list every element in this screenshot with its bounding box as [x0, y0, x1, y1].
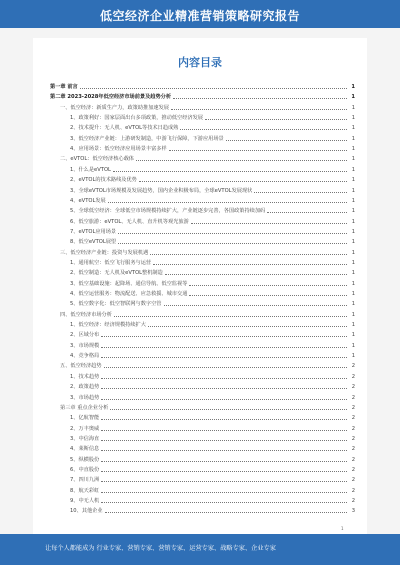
toc-entry[interactable] [50, 207, 355, 216]
toc-entry-page: 1 [351, 197, 355, 204]
toc-entry-label: 5、全球低空经济：全球低空市场规模持续扩大，产业链逐步完善，各国政策持续加码 [70, 208, 266, 215]
toc-entry[interactable] [50, 83, 355, 92]
toc-entry[interactable] [50, 466, 355, 475]
toc-entry-page: 1 [351, 166, 355, 173]
toc-entry-page: 2 [351, 425, 355, 432]
toc-entry[interactable] [50, 249, 355, 258]
toc-entry[interactable] [50, 435, 355, 444]
toc-leader-dots [101, 388, 347, 389]
footer-slogan: 让每个人都能成为 行业专家、营销专家、营销专家、运营专家、战略专家、企业专家 [45, 545, 276, 552]
toc-entry[interactable] [50, 269, 355, 278]
toc-entry-label: 2、区域分布 [70, 332, 100, 339]
toc-entry-label: 3、低空经济产业链：上游研发制造，中游飞行保障，下游应用场景 [70, 135, 224, 142]
toc-leader-dots [153, 264, 347, 265]
toc-leader-dots [205, 119, 347, 120]
toc-entry-label: 7、eVTOL应用场景 [70, 228, 117, 235]
toc-entry-page: 1 [351, 332, 355, 339]
toc-entry-page: 1 [351, 311, 355, 318]
toc-leader-dots [101, 430, 347, 431]
toc-entry-page: 1 [351, 115, 355, 122]
toc-entry-label: 6、低空旅游：eVTOL、无人机、直升机等观光旅游 [70, 218, 189, 225]
toc-entry[interactable] [50, 507, 355, 516]
toc-entry-page: 1 [351, 291, 355, 297]
toc-entry[interactable] [50, 104, 355, 113]
toc-entry-label: 5、低空数字化：低空智联网与数字空管 [70, 301, 162, 308]
toc-entry-page: 1 [351, 342, 355, 349]
toc-leader-dots [101, 440, 347, 441]
toc-leader-dots [101, 419, 347, 420]
toc-entry-label: 1、技术趋势 [70, 373, 100, 380]
toc-entry[interactable] [50, 93, 355, 102]
toc-entry[interactable] [50, 373, 355, 382]
toc-leader-dots [101, 471, 347, 472]
toc-entry-label: 1、通用航空：低空飞行服务与运营 [70, 259, 152, 266]
toc-entry-label: 第二章 2023-2028年低空经济市场前景及趋势分析 [50, 94, 172, 101]
toc-leader-dots [226, 140, 347, 141]
toc-entry-label: 1、低空经济：经济规模持续扩大 [70, 322, 146, 329]
toc-leader-dots [150, 254, 347, 255]
toc-entry-page: 2 [351, 477, 355, 484]
toc-entry-label: 3、全球eVTOL市场规模及发展趋势，国内企业积极布局，全球eVTOL发展现状 [70, 187, 253, 194]
toc-entry-label: 2、万丰奥威 [70, 425, 100, 432]
toc-leader-dots [101, 378, 347, 379]
toc-entry[interactable] [50, 394, 355, 403]
toc-entry-label: 9、中无人机 [70, 498, 100, 504]
toc-entry[interactable] [50, 259, 355, 268]
toc-entry-page: 1 [351, 249, 355, 256]
toc-entry-label: 第一章 前言 [50, 84, 78, 90]
toc-entry-page: 2 [351, 394, 355, 401]
toc-entry-page: 1 [351, 239, 355, 246]
toc-entry[interactable] [50, 300, 355, 309]
toc-entry[interactable] [50, 218, 355, 227]
toc-entry[interactable] [50, 197, 355, 206]
toc-entry-page: 1 [351, 84, 355, 90]
toc-entry-label: 4、低空运营服务：物流配送、应急救援、城市交通 [70, 291, 188, 297]
toc-leader-dots [189, 295, 347, 296]
toc-entry[interactable] [50, 238, 355, 247]
toc-entry-label: 3、中信海直 [70, 435, 100, 442]
toc-entry-page: 2 [351, 498, 355, 504]
toc-entry[interactable] [50, 228, 355, 237]
toc-entry-page: 1 [351, 104, 355, 111]
toc-entry[interactable] [50, 321, 355, 330]
toc-entry[interactable] [50, 311, 355, 320]
toc-leader-dots [169, 150, 347, 151]
toc-entry-label: 6、中直股份 [70, 466, 100, 473]
toc-entry-page: 3 [351, 508, 355, 515]
toc-entry[interactable] [50, 414, 355, 423]
toc-entry-label: 第三章 重点企业分析 [60, 404, 109, 411]
toc-entry-page: 2 [351, 415, 355, 422]
toc-entry[interactable] [50, 497, 355, 506]
toc-entry-page: 2 [351, 466, 355, 473]
toc-leader-dots [148, 326, 347, 327]
toc-entry[interactable] [50, 155, 355, 164]
toc-entry-label: 4、莱斯信息 [70, 446, 100, 453]
toc-entry-label: 2、技术提升：无人机、eVTOL等技术日趋成熟 [70, 125, 179, 132]
toc-entry[interactable] [50, 331, 355, 340]
toc-entry-page: 2 [351, 487, 355, 494]
toc-leader-dots [118, 233, 347, 234]
toc-entry[interactable] [50, 404, 355, 413]
toc-entry[interactable] [50, 176, 355, 185]
report-footer-bar [0, 534, 400, 565]
toc-entry-label: 4、竞争格局 [70, 353, 100, 360]
toc-leader-dots [165, 274, 347, 275]
toc-leader-dots [118, 243, 347, 244]
toc-entry[interactable] [50, 135, 355, 144]
toc-entry[interactable] [50, 145, 355, 154]
toc-entry[interactable] [50, 124, 355, 133]
toc-leader-dots [101, 481, 347, 482]
toc-leader-dots [189, 285, 347, 286]
toc-entry-page: 2 [351, 456, 355, 463]
toc-leader-dots [101, 347, 347, 348]
toc-entry-label: 3、市场趋势 [70, 394, 100, 401]
toc-entry[interactable] [50, 342, 355, 351]
toc-entry-label: 四、低空经济市场分析 [60, 311, 112, 318]
toc-leader-dots [101, 336, 347, 337]
toc-leader-dots [164, 305, 347, 306]
toc-leader-dots [101, 357, 347, 358]
toc-entry-page: 1 [351, 280, 355, 287]
toc-leader-dots [171, 109, 347, 110]
toc-entry-page: 1 [351, 301, 355, 308]
toc-entry-page: 1 [351, 94, 355, 101]
toc-entry-page: 1 [351, 259, 355, 266]
toc-entry-page: 1 [351, 322, 355, 329]
toc-entry-page: 2 [351, 446, 355, 453]
toc-entry-page: 2 [351, 363, 355, 370]
toc-entry-label: 5、纵横股份 [70, 456, 100, 463]
toc-entry-label: 3、市场规模 [70, 342, 100, 349]
toc-entry-label: 7、四川九洲 [70, 477, 100, 484]
toc-entry-page: 1 [351, 177, 355, 184]
toc-entry-label: 4、eVTOL发展 [70, 197, 106, 204]
toc-entry[interactable] [50, 166, 355, 175]
toc-leader-dots [104, 367, 347, 368]
toc-entry[interactable] [50, 425, 355, 434]
toc-entry[interactable] [50, 187, 355, 196]
toc-leader-dots [113, 171, 347, 172]
toc-entry[interactable] [50, 476, 355, 485]
page-number: 1 [341, 526, 344, 531]
toc-entry[interactable] [50, 383, 355, 392]
toc-entry-page: 1 [351, 270, 355, 277]
toc-entry-page: 2 [351, 435, 355, 442]
report-header-bar [0, 0, 400, 28]
toc-leader-dots [267, 212, 347, 213]
toc-leader-dots [136, 160, 347, 161]
toc-entry[interactable] [50, 290, 355, 299]
toc-leader-dots [101, 492, 347, 493]
toc-entry-page: 1 [351, 228, 355, 235]
toc-leader-dots [108, 202, 347, 203]
toc-leader-dots [101, 450, 347, 451]
toc-entry-page: 1 [351, 125, 355, 132]
toc-leader-dots [139, 181, 347, 182]
toc-entry-page: 1 [351, 156, 355, 163]
toc-leader-dots [254, 192, 347, 193]
toc-leader-dots [105, 512, 347, 513]
toc-entry-page: 1 [351, 208, 355, 215]
toc-entry-page: 2 [351, 373, 355, 380]
toc-entry-page: 1 [351, 218, 355, 225]
toc-entry-label: 1、什么是eVTOL [70, 166, 111, 173]
toc-entry-label: 1、政策利好：国家层面出台多项政策，推动低空经济发展 [70, 115, 203, 122]
toc-page [33, 38, 367, 536]
toc-entry[interactable] [50, 362, 355, 371]
toc-leader-dots [180, 129, 347, 130]
toc-entry-label: 1、亿航智能 [70, 415, 100, 422]
toc-leader-dots [101, 399, 347, 400]
toc-leader-dots [173, 98, 347, 99]
toc-leader-dots [114, 316, 347, 317]
toc-leader-dots [80, 88, 347, 89]
toc-leader-dots [191, 223, 347, 224]
toc-leader-dots [101, 502, 347, 503]
toc-entry-label: 2、政策趋势 [70, 384, 100, 391]
toc-entry[interactable] [50, 280, 355, 289]
toc-entry-page: 1 [351, 135, 355, 142]
toc-entry[interactable] [50, 114, 355, 123]
toc-title: 内容目录 [178, 56, 222, 69]
toc-entry[interactable] [50, 487, 355, 496]
toc-entry-label: 2、eVTOL的技术路线及优势 [70, 177, 137, 184]
toc-entry-label: 2、低空制造：无人机及eVTOL整机制造 [70, 270, 163, 277]
toc-entry-page: 2 [351, 404, 355, 411]
toc-entry[interactable] [50, 456, 355, 465]
toc-entry-page: 1 [351, 353, 355, 360]
toc-entry-label: 8、航天彩虹 [70, 487, 100, 494]
toc-entry-label: 二、eVTOL：低空经济核心载体 [60, 156, 134, 163]
toc-entry-page: 2 [351, 384, 355, 391]
toc-entry-label: 五、低空经济趋势 [60, 363, 102, 370]
toc-leader-dots [110, 409, 347, 410]
toc-entry-page: 1 [351, 187, 355, 194]
toc-entry-label: 4、应用场景：低空经济应用场景丰富多样 [70, 146, 167, 153]
toc-leader-dots [101, 461, 347, 462]
toc-entry-page: 1 [351, 146, 355, 153]
toc-entry-label: 10、其他企业 [70, 508, 103, 515]
toc-entry-label: 3、低空基础设施：起降场、通信导航、低空监视等 [70, 280, 188, 287]
toc-entry-label: 一、低空经济：新质生产力，政策助推加速发展 [60, 104, 169, 111]
toc-entry-label: 8、低空eVTOL展望 [70, 239, 117, 246]
report-title: 低空经济企业精准营销策略研究报告 [99, 9, 300, 23]
toc-entry-label: 三、低空经济产业链：投资与发展机遇 [60, 249, 149, 256]
toc-entry[interactable] [50, 352, 355, 361]
toc-entry[interactable] [50, 445, 355, 454]
